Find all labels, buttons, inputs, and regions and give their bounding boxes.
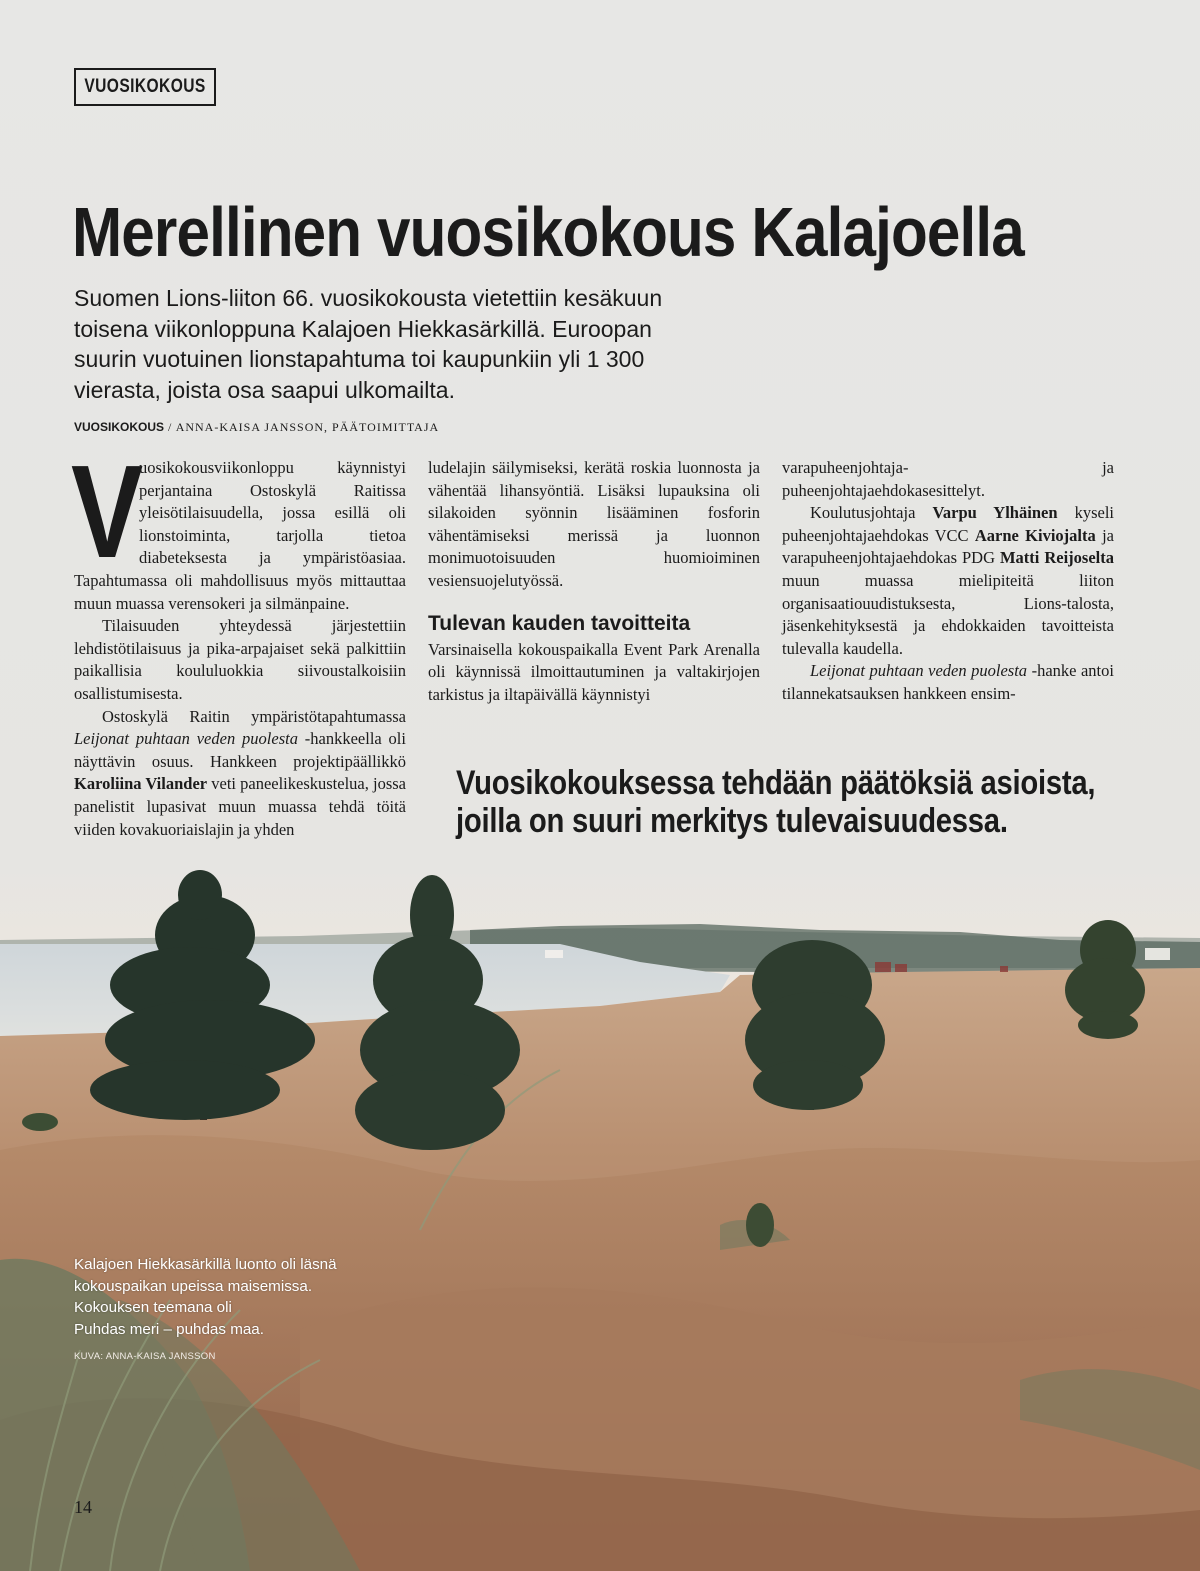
pull-quote [456,764,1095,840]
body-paragraph: Varsinaisella kokouspaikalla Event Park Arenalla oli käynnissä ilmoittautuminen ja valtakirjojen tarkistus ja iltapäivällä käynnistyi [428,639,760,704]
body-paragraph: V uosikokousviikonloppu käynnistyi perjantaina Ostoskylä Raitissa yleisötilaisuudella, jossa esillä oli lionstoiminta, tarjolla tietoa diabeteksesta ja ympäristöasiaa. Tapahtumassa oli mahdollisuus myös mittauttaa muun muassa verensokeri ja silmänpaine. [71,438,406,613]
caption-line: Kokouksen teemana oli [74,1299,232,1317]
byline-separator: / [164,420,176,434]
article-column-2 [428,457,760,706]
body-paragraph-continued: ludelajin säilymiseksi, kerätä roskia luonnosta ja vähentää lihansyöntiä. Lisäksi lupauksina oli silakoiden syönnin lisääminen fosforin vähentämiseksi merissä ja luonnon monimuotoisuuden huomioiminen vesiensuojelutyössä. [428,458,760,590]
continued-text: veti paneelikeskustelua, jossa panelistit lupasivat muun muassa tehdä töitä viiden kovakuoriaislajin ja yhden [74,774,406,839]
caption-line: Kalajoen Hiekkasärkillä luonto oli läsnä [74,1256,337,1273]
person-name: Aarne Kiviojalta [974,525,1096,545]
photo-credit: KUVA: ANNA-KAISA JANSSON [74,1351,216,1362]
body-paragraph: Ostoskylä Raitin ympäristötapahtumassa Leijonat puhtaan veden puolesta -hankkeella oli näyttävin osuus. Hankkeen projektipäällikkö Karoliina Vilander veti paneelikeskustelua, jossa panelistit lupasivat muun muassa tehdä töitä viiden kovakuoriaislajin ja yhden [74,706,406,839]
pull-quote-line: joilla on suuri merkitys tulevaisuudessa. [456,802,1008,840]
section-tag-label: VUOSIKOKOUS [84,76,206,97]
body-paragraph-continued: varapuheenjohtaja- ja puheenjohtajaehdokasesittelyt. [782,458,1114,500]
byline [74,420,439,435]
caption-line: Puhdas meri – puhdas maa. [74,1320,264,1338]
person-name: Matti Reijoselta [999,548,1115,568]
photo-caption [74,1254,374,1340]
lead-paragraph: Suomen Lions-liiton 66. vuosikokousta vietettiin kesäkuun toisena viikonloppuna Kalajoen Hiekkasärkillä. Euroopan suurin vuotuinen lionstapahtuma toi kaupunkiin yli 1 300 vierasta, joista osa saapui ulkomailta. [74,285,663,403]
body-paragraph: Koulutusjohtaja Varpu Ylhäinen kyseli puheenjohtajaehdokas VCC Aarne Kiviojalta ja varapuheenjohtajaehdokas PDG Matti Reijoselta muun muassa mielipiteitä liiton organisaatiouudistuksesta, Lions-talosta, jäsenkehityksestä ja ehdokkaiden tavoitteista tulevalla kaudella. [782,503,1115,658]
byline-author: ANNA-KAISA JANSSON, PÄÄTOIMITTAJA [175,420,440,434]
drop-cap: V [71,438,144,585]
caption-line: kokouspaikan upeissa maisemissa. [74,1277,313,1295]
byline-category: VUOSIKOKOUS [74,420,165,434]
body-paragraph: Tilaisuuden yhteydessä järjestettiin lehdistötilaisuus ja pika-arpajaiset sekä palkittiin paikallisia koululuokkia siivoustalkoisiin osallistumisesta. [74,616,406,703]
person-name: Karoliina Vilander [74,774,208,794]
pull-quote-line: Vuosikokouksessa tehdään päätöksiä asioista, [456,764,1096,802]
subhead: Tulevan kauden tavoitteita [428,611,691,635]
article-column-1 [71,438,406,841]
headline: Merellinen vuosikokous Kalajoella [72,193,1024,271]
article-column-3 [782,457,1114,706]
person-name: Varpu Ylhäinen [932,503,1058,523]
page-number: 14 [74,1497,92,1517]
section-tag [74,68,216,106]
body-paragraph: Leijonat puhtaan veden puolesta -hanke antoi tilannekatsauksen hankkeen ensim- [782,661,1114,703]
